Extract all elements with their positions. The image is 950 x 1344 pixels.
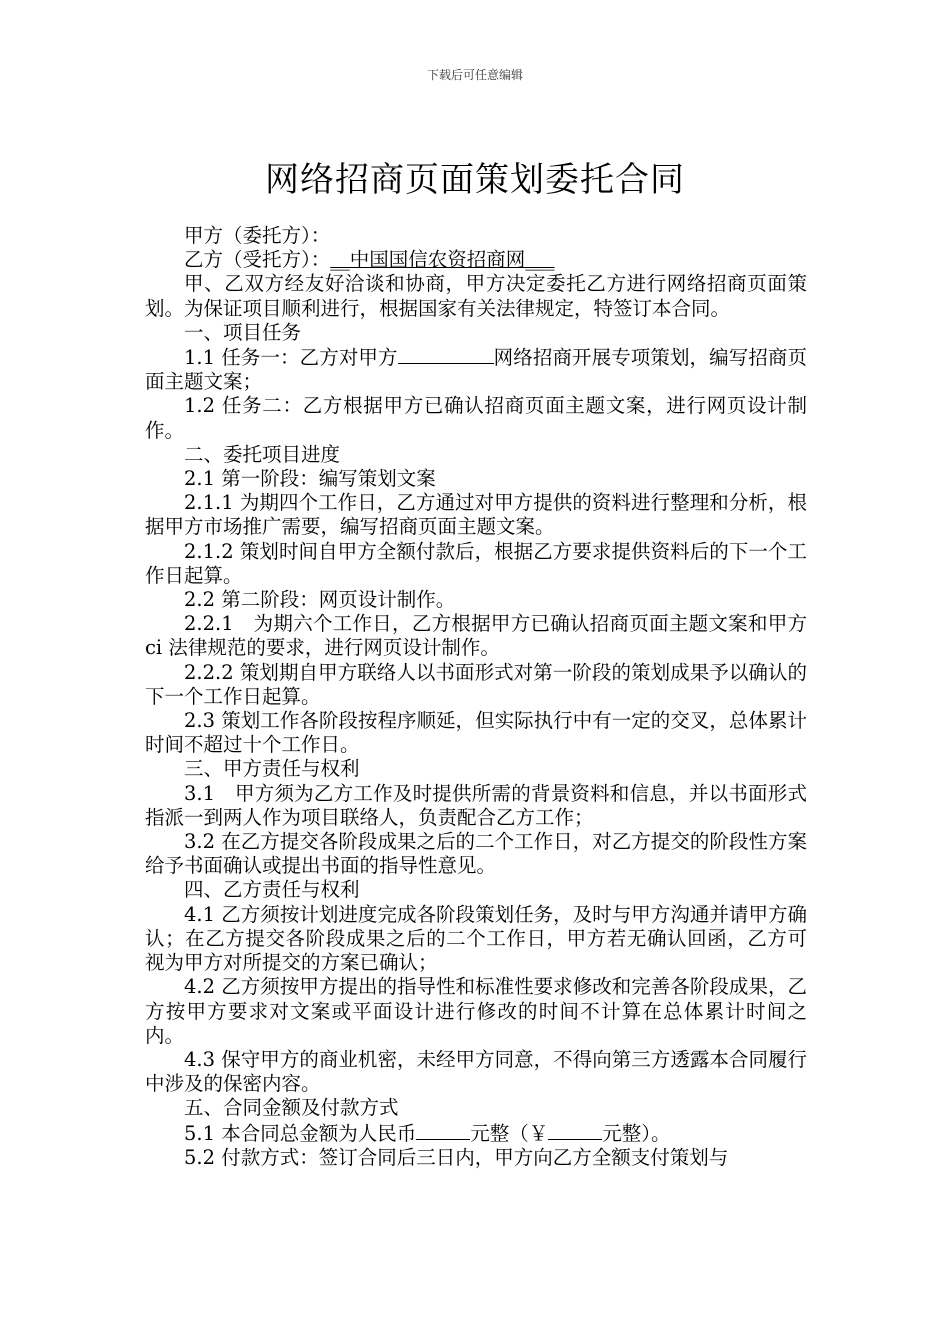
clause-4-3: 4.3 保守甲方的商业机密，未经甲方同意，不得向第三方透露本合同履行中涉及的保密内容。 [145,1047,807,1096]
intro-paragraph: 甲、乙双方经友好洽谈和协商，甲方决定委托乙方进行网络招商页面策划。为保证项目顺利进行，根据国家有关法律规定，特签订本合同。 [145,272,807,320]
blank-party-a-name [398,345,494,364]
party-b-name: __中国国信农资招商网___ [330,248,555,272]
section-4-title: 四、乙方责任与权利 [184,878,360,902]
section-2-title: 二、委托项目进度 [184,442,341,466]
clause-5-1 [145,1121,807,1146]
clause-2-2-2: 2.2.2 策划期自甲方联络人以书面形式对第一阶段的策划成果予以确认的下一个工作日起算。 [145,660,807,708]
clause-1-1-pre: 1.1 任务一：乙方对甲方 [184,346,398,370]
clause-5-1-pre: 5.1 本合同总金额为人民币 [184,1121,417,1145]
party-a-line: 甲方（委托方）： [184,224,331,247]
clause-2-1: 2.1 第一阶段：编写策划文案 [184,467,436,491]
clause-2-3: 2.3 策划工作各阶段按程序顺延，但实际执行中有一定的交叉，总体累计时间不超过十个工作日。 [145,709,807,757]
blank-amount-rmb [416,1121,470,1140]
clause-5-1-post: 元整）。 [602,1121,671,1145]
party-b-label: 乙方（受托方）： [184,248,331,272]
section-5-title: 五、合同金额及付款方式 [184,1096,399,1120]
clause-4-2: 4.2 乙方须按甲方提出的指导性和标准性要求修改和完善各阶段成果，乙方按甲方要求对文案或平面设计进行修改的时间不计算在总体累计时间之内。 [145,975,807,1047]
party-b-line [145,248,807,272]
clause-5-1-mid: 元整（￥ [470,1121,549,1145]
clause-5-2: 5.2 付款方式：签订合同后三日内，甲方向乙方全额支付策划与 [184,1145,729,1169]
clause-3-2: 3.2 在乙方提交各阶段成果之后的二个工作日，对乙方提交的阶段性方案给予书面确认或提出书面的指导性意见。 [145,830,807,878]
blank-amount-yuan [548,1121,602,1140]
clause-3-1: 3.1 甲方须为乙方工作及时提供所需的背景资料和信息，并以书面形式指派一到两人作为项目联络人，负责配合乙方工作； [145,781,807,829]
page-header-note: 下载后可任意编辑 [426,68,523,82]
contract-body [145,224,807,1170]
clause-2-2-1: 2.2.1 为期六个工作日，乙方根据甲方已确认招商页面主题文案和甲方 ci 法律规范的要求，进行网页设计制作。 [145,612,807,660]
clause-4-1: 4.1 乙方须按计划进度完成各阶段策划任务，及时与甲方沟通并请甲方确认；在乙方提交各阶段成果之后的二个工作日，甲方若无确认回函，乙方可视为甲方对所提交的方案已确认； [145,902,807,975]
contract-title: 网络招商页面策划委托合同 [265,160,685,200]
section-3-title: 三、甲方责任与权利 [184,757,360,781]
clause-1-1-post: 网络招商开展专项策划，编写招商页面主题文案； [145,346,807,394]
clause-2-1-2: 2.1.2 策划时间自甲方全额付款后，根据乙方要求提供资料后的下一个工作日起算。 [145,539,807,587]
section-1-title: 一、项目任务 [184,320,302,344]
clause-1-1 [145,345,807,394]
clause-2-1-1: 2.1.1 为期四个工作日，乙方通过对甲方提供的资料进行整理和分析，根据甲方市场推广需要，编写招商页面主题文案。 [145,491,807,539]
clause-1-2: 1.2 任务二：乙方根据甲方已确认招商页面主题文案，进行网页设计制作。 [145,394,807,442]
clause-2-2: 2.2 第二阶段：网页设计制作。 [184,588,456,612]
